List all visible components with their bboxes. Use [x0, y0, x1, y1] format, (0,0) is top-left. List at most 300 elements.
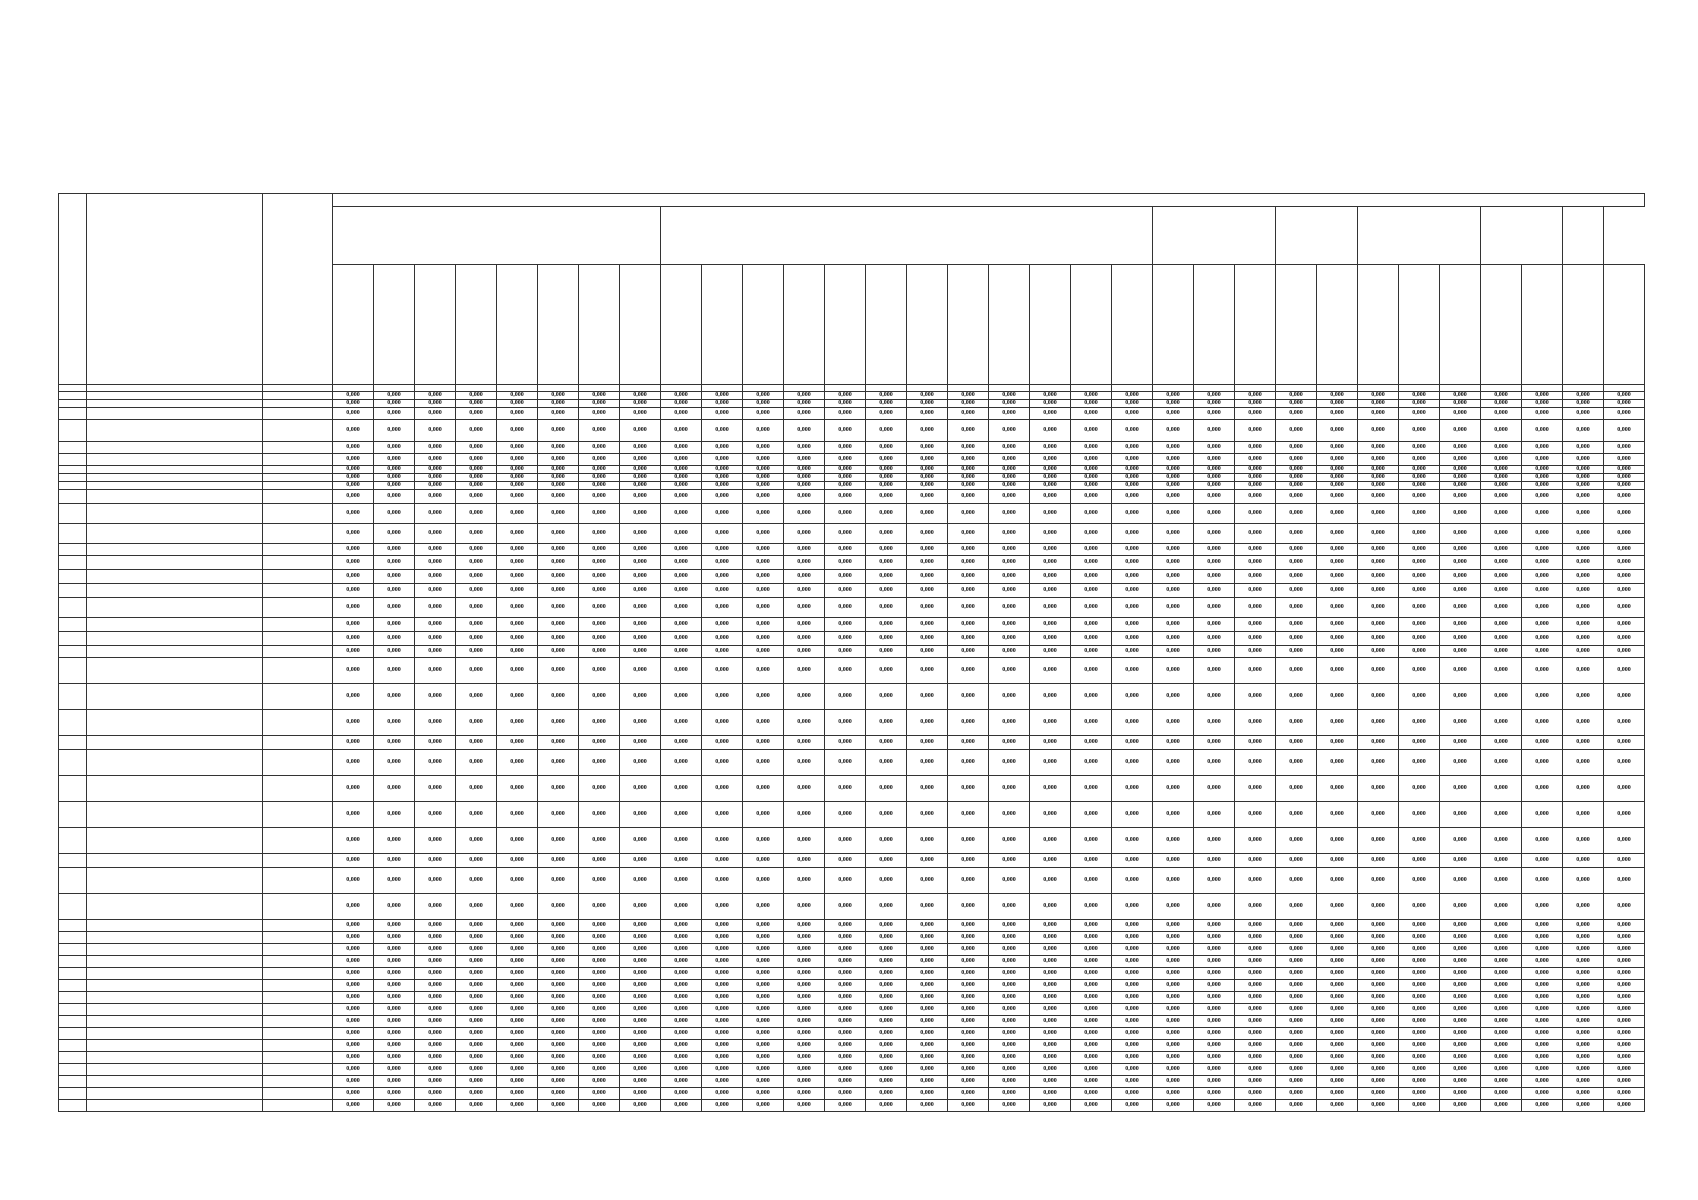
value-cell: 0,000 [538, 632, 579, 646]
value-cell: 0,000 [825, 1016, 866, 1028]
value-cell: 0,000 [1112, 956, 1153, 968]
value-cell: 0,000 [579, 658, 620, 684]
value-cell: 0,000 [1112, 420, 1153, 442]
value-cell: 0,000 [1030, 556, 1071, 570]
value-cell: 0,000 [1112, 920, 1153, 932]
value-cell: 0,000 [497, 750, 538, 776]
value-cell: 0,000 [1604, 466, 1645, 474]
value-cell: 0,000 [1522, 632, 1563, 646]
value-cell: 0,000 [784, 466, 825, 474]
value-cell: 0,000 [1071, 1028, 1112, 1040]
value-cell: 0,000 [620, 932, 661, 944]
value-cell: 0,000 [1317, 632, 1358, 646]
value-cell: 0,000 [1317, 482, 1358, 490]
value-cell: 0,000 [1522, 828, 1563, 854]
column-header [1235, 265, 1276, 385]
value-cell: 0,000 [579, 944, 620, 956]
value-cell: 0,000 [1522, 466, 1563, 474]
value-cell: 0,000 [415, 1004, 456, 1016]
column-header [989, 265, 1030, 385]
value-cell: 0,000 [784, 420, 825, 442]
row-name [87, 710, 263, 736]
value-cell: 0,000 [1071, 556, 1112, 570]
value-cell: 0,000 [1235, 750, 1276, 776]
value-cell: 0,000 [1522, 474, 1563, 482]
value-cell: 0,000 [1522, 1040, 1563, 1052]
column-number [784, 385, 825, 392]
row-code [59, 968, 87, 980]
value-cell: 0,000 [1235, 932, 1276, 944]
row-identifier [263, 968, 333, 980]
value-cell: 0,000 [1481, 1040, 1522, 1052]
value-cell: 0,000 [1440, 454, 1481, 466]
value-cell: 0,000 [456, 684, 497, 710]
value-cell: 0,000 [948, 956, 989, 968]
value-cell: 0,000 [1276, 1028, 1317, 1040]
value-cell: 0,000 [1194, 420, 1235, 442]
value-cell: 0,000 [784, 854, 825, 868]
value-cell: 0,000 [661, 400, 702, 408]
value-cell: 0,000 [1399, 932, 1440, 944]
value-cell: 0,000 [1358, 992, 1399, 1004]
column-header [1522, 265, 1563, 385]
row-code [59, 544, 87, 556]
value-cell: 0,000 [1563, 980, 1604, 992]
value-cell: 0,000 [415, 776, 456, 802]
value-cell: 0,000 [825, 442, 866, 454]
value-cell: 0,000 [907, 618, 948, 632]
value-cell: 0,000 [1399, 1100, 1440, 1112]
value-cell: 0,000 [538, 504, 579, 524]
value-cell: 0,000 [1153, 1028, 1194, 1040]
column-header [702, 265, 743, 385]
value-cell: 0,000 [1399, 392, 1440, 400]
value-cell: 0,000 [538, 400, 579, 408]
column-number [538, 385, 579, 392]
value-cell: 0,000 [538, 944, 579, 956]
value-cell: 0,000 [989, 968, 1030, 980]
value-cell: 0,000 [1604, 1016, 1645, 1028]
value-cell: 0,000 [1276, 646, 1317, 658]
value-cell: 0,000 [1358, 524, 1399, 544]
value-cell: 0,000 [825, 658, 866, 684]
value-cell: 0,000 [661, 392, 702, 400]
column-number [1481, 385, 1522, 392]
row-identifier [263, 932, 333, 944]
value-cell: 0,000 [1440, 1028, 1481, 1040]
value-cell: 0,000 [1399, 710, 1440, 736]
value-cell: 0,000 [333, 1052, 374, 1064]
value-cell: 0,000 [661, 920, 702, 932]
value-cell: 0,000 [784, 980, 825, 992]
value-cell: 0,000 [702, 646, 743, 658]
value-cell: 0,000 [538, 920, 579, 932]
value-cell: 0,000 [743, 894, 784, 920]
value-cell: 0,000 [661, 658, 702, 684]
row-identifier [263, 400, 333, 408]
value-cell: 0,000 [825, 980, 866, 992]
value-cell: 0,000 [1317, 750, 1358, 776]
column-number [989, 385, 1030, 392]
value-cell: 0,000 [456, 1088, 497, 1100]
value-cell: 0,000 [907, 828, 948, 854]
value-cell: 0,000 [1235, 684, 1276, 710]
value-cell: 0,000 [538, 802, 579, 828]
value-cell: 0,000 [1563, 828, 1604, 854]
value-cell: 0,000 [948, 920, 989, 932]
value-cell: 0,000 [1194, 570, 1235, 584]
value-cell: 0,000 [1317, 490, 1358, 504]
row-identifier [263, 776, 333, 802]
value-cell: 0,000 [784, 968, 825, 980]
value-cell: 0,000 [866, 992, 907, 1004]
value-cell: 0,000 [907, 1088, 948, 1100]
value-cell: 0,000 [1030, 524, 1071, 544]
value-cell: 0,000 [948, 828, 989, 854]
value-cell: 0,000 [825, 598, 866, 618]
value-cell: 0,000 [907, 968, 948, 980]
value-cell: 0,000 [661, 1004, 702, 1016]
value-cell: 0,000 [1358, 556, 1399, 570]
value-cell: 0,000 [1071, 854, 1112, 868]
value-cell: 0,000 [1399, 802, 1440, 828]
value-cell: 0,000 [1276, 968, 1317, 980]
value-cell: 0,000 [702, 1076, 743, 1088]
column-header [866, 265, 907, 385]
value-cell: 0,000 [784, 454, 825, 466]
value-cell: 0,000 [538, 408, 579, 420]
row-identifier [263, 684, 333, 710]
row-identifier [263, 504, 333, 524]
value-cell: 0,000 [456, 1028, 497, 1040]
value-cell: 0,000 [1481, 466, 1522, 474]
value-cell: 0,000 [989, 474, 1030, 482]
value-cell: 0,000 [333, 736, 374, 750]
value-cell: 0,000 [1481, 750, 1522, 776]
value-cell: 0,000 [1399, 684, 1440, 710]
value-cell: 0,000 [1440, 1064, 1481, 1076]
value-cell: 0,000 [702, 920, 743, 932]
value-cell: 0,000 [948, 556, 989, 570]
value-cell: 0,000 [1563, 392, 1604, 400]
value-cell: 0,000 [1071, 968, 1112, 980]
value-cell: 0,000 [1317, 400, 1358, 408]
column-number [263, 385, 333, 392]
value-cell: 0,000 [620, 400, 661, 408]
value-cell: 0,000 [538, 968, 579, 980]
value-cell: 0,000 [989, 992, 1030, 1004]
value-cell: 0,000 [1235, 474, 1276, 482]
value-cell: 0,000 [333, 710, 374, 736]
value-cell: 0,000 [825, 474, 866, 482]
value-cell: 0,000 [579, 1028, 620, 1040]
row-name [87, 956, 263, 968]
column-number [1194, 385, 1235, 392]
value-cell: 0,000 [1317, 1016, 1358, 1028]
value-cell: 0,000 [1153, 992, 1194, 1004]
value-cell: 0,000 [1563, 1100, 1604, 1112]
value-cell: 0,000 [1071, 1016, 1112, 1028]
value-cell: 0,000 [1194, 658, 1235, 684]
value-cell: 0,000 [1030, 392, 1071, 400]
value-cell: 0,000 [1358, 454, 1399, 466]
value-cell: 0,000 [989, 1016, 1030, 1028]
value-cell: 0,000 [415, 504, 456, 524]
value-cell: 0,000 [1235, 736, 1276, 750]
value-cell: 0,000 [579, 684, 620, 710]
value-cell: 0,000 [907, 868, 948, 894]
value-cell: 0,000 [1399, 736, 1440, 750]
value-cell: 0,000 [989, 1028, 1030, 1040]
value-cell: 0,000 [743, 598, 784, 618]
value-cell: 0,000 [743, 968, 784, 980]
value-cell: 0,000 [1399, 1004, 1440, 1016]
value-cell: 0,000 [1563, 968, 1604, 980]
row-code [59, 710, 87, 736]
column-header [1481, 265, 1522, 385]
value-cell: 0,000 [1276, 868, 1317, 894]
value-cell: 0,000 [1399, 474, 1440, 482]
column-group-header [1563, 207, 1604, 265]
value-cell: 0,000 [948, 490, 989, 504]
value-cell: 0,000 [579, 584, 620, 598]
value-cell: 0,000 [333, 658, 374, 684]
row-code [59, 828, 87, 854]
row-name [87, 828, 263, 854]
column-header [1153, 265, 1194, 385]
value-cell: 0,000 [1563, 736, 1604, 750]
value-cell: 0,000 [1194, 1076, 1235, 1088]
value-cell: 0,000 [1112, 968, 1153, 980]
value-cell: 0,000 [1358, 400, 1399, 408]
value-cell: 0,000 [907, 1100, 948, 1112]
row-name [87, 1064, 263, 1076]
value-cell: 0,000 [1563, 1076, 1604, 1088]
value-cell: 0,000 [1522, 854, 1563, 868]
value-cell: 0,000 [743, 802, 784, 828]
value-cell: 0,000 [333, 584, 374, 598]
value-cell: 0,000 [1440, 1004, 1481, 1016]
row-identifier [263, 392, 333, 400]
value-cell: 0,000 [374, 646, 415, 658]
value-cell: 0,000 [948, 504, 989, 524]
value-cell: 0,000 [743, 776, 784, 802]
value-cell: 0,000 [374, 584, 415, 598]
value-cell: 0,000 [907, 736, 948, 750]
value-cell: 0,000 [1563, 854, 1604, 868]
column-header [1030, 265, 1071, 385]
value-cell: 0,000 [1604, 556, 1645, 570]
value-cell: 0,000 [1194, 556, 1235, 570]
value-cell: 0,000 [1440, 524, 1481, 544]
value-cell: 0,000 [661, 968, 702, 980]
table-row [59, 956, 1645, 968]
value-cell: 0,000 [1358, 1016, 1399, 1028]
row-code [59, 584, 87, 598]
value-cell: 0,000 [907, 408, 948, 420]
value-cell: 0,000 [661, 466, 702, 474]
value-cell: 0,000 [1440, 1088, 1481, 1100]
row-name [87, 1016, 263, 1028]
value-cell: 0,000 [784, 474, 825, 482]
row-identifier [263, 490, 333, 504]
value-cell: 0,000 [1112, 584, 1153, 598]
value-cell: 0,000 [661, 442, 702, 454]
value-cell: 0,000 [456, 776, 497, 802]
value-cell: 0,000 [743, 584, 784, 598]
value-cell: 0,000 [661, 598, 702, 618]
value-cell: 0,000 [907, 1040, 948, 1052]
table-row [59, 408, 1645, 420]
value-cell: 0,000 [1235, 854, 1276, 868]
value-cell: 0,000 [579, 524, 620, 544]
value-cell: 0,000 [1481, 454, 1522, 466]
value-cell: 0,000 [866, 968, 907, 980]
value-cell: 0,000 [784, 618, 825, 632]
value-cell: 0,000 [1440, 750, 1481, 776]
value-cell: 0,000 [1194, 1040, 1235, 1052]
value-cell: 0,000 [1481, 684, 1522, 710]
value-cell: 0,000 [579, 750, 620, 776]
table-row [59, 736, 1645, 750]
value-cell: 0,000 [620, 482, 661, 490]
value-cell: 0,000 [1194, 1004, 1235, 1016]
value-cell: 0,000 [1030, 1076, 1071, 1088]
organization-name [0, 169, 1698, 182]
value-cell: 0,000 [1440, 932, 1481, 944]
value-cell: 0,000 [825, 992, 866, 1004]
value-cell: 0,000 [1153, 1088, 1194, 1100]
value-cell: 0,000 [333, 992, 374, 1004]
value-cell: 0,000 [1481, 1028, 1522, 1040]
row-identifier [263, 1064, 333, 1076]
value-cell: 0,000 [784, 944, 825, 956]
value-cell: 0,000 [1235, 490, 1276, 504]
value-cell: 0,000 [1194, 684, 1235, 710]
table-row [59, 868, 1645, 894]
value-cell: 0,000 [743, 504, 784, 524]
value-cell: 0,000 [1317, 408, 1358, 420]
value-cell: 0,000 [1440, 956, 1481, 968]
value-cell: 0,000 [1522, 956, 1563, 968]
value-cell: 0,000 [497, 1052, 538, 1064]
value-cell: 0,000 [333, 570, 374, 584]
value-cell: 0,000 [1235, 802, 1276, 828]
value-cell: 0,000 [661, 1052, 702, 1064]
value-cell: 0,000 [784, 1028, 825, 1040]
value-cell: 0,000 [333, 400, 374, 408]
value-cell: 0,000 [1071, 598, 1112, 618]
value-cell: 0,000 [1153, 442, 1194, 454]
column-header [456, 265, 497, 385]
value-cell: 0,000 [620, 1064, 661, 1076]
value-cell: 0,000 [456, 658, 497, 684]
value-cell: 0,000 [825, 1052, 866, 1064]
row-identifier [263, 854, 333, 868]
value-cell: 0,000 [1030, 736, 1071, 750]
value-cell: 0,000 [579, 632, 620, 646]
row-code [59, 570, 87, 584]
value-cell: 0,000 [579, 570, 620, 584]
value-cell: 0,000 [1440, 944, 1481, 956]
value-cell: 0,000 [907, 956, 948, 968]
value-cell: 0,000 [497, 658, 538, 684]
value-cell: 0,000 [1153, 868, 1194, 894]
document-title-line-2 [0, 137, 1698, 150]
value-cell: 0,000 [1604, 894, 1645, 920]
value-cell: 0,000 [1604, 408, 1645, 420]
value-cell: 0,000 [497, 584, 538, 598]
table-row [59, 968, 1645, 980]
value-cell: 0,000 [333, 420, 374, 442]
value-cell: 0,000 [1235, 584, 1276, 598]
value-cell: 0,000 [907, 490, 948, 504]
value-cell: 0,000 [1522, 658, 1563, 684]
value-cell: 0,000 [620, 490, 661, 504]
value-cell: 0,000 [989, 802, 1030, 828]
row-name [87, 584, 263, 598]
value-cell: 0,000 [743, 1004, 784, 1016]
value-cell: 0,000 [415, 1040, 456, 1052]
value-cell: 0,000 [1563, 1040, 1604, 1052]
row-identifier [263, 920, 333, 932]
value-cell: 0,000 [1276, 776, 1317, 802]
row-name [87, 980, 263, 992]
value-cell: 0,000 [1153, 1004, 1194, 1016]
table-row [59, 400, 1645, 408]
value-cell: 0,000 [1153, 828, 1194, 854]
value-cell: 0,000 [1481, 618, 1522, 632]
value-cell: 0,000 [1071, 868, 1112, 894]
row-identifier [263, 894, 333, 920]
value-cell: 0,000 [907, 474, 948, 482]
value-cell: 0,000 [1235, 544, 1276, 556]
value-cell: 0,000 [1604, 392, 1645, 400]
value-cell: 0,000 [866, 454, 907, 466]
value-cell: 0,000 [1112, 944, 1153, 956]
row-name [87, 776, 263, 802]
row-identifier [263, 1052, 333, 1064]
value-cell: 0,000 [579, 828, 620, 854]
value-cell: 0,000 [456, 632, 497, 646]
value-cell: 0,000 [579, 1016, 620, 1028]
row-identifier [263, 420, 333, 442]
value-cell: 0,000 [1194, 392, 1235, 400]
value-cell: 0,000 [784, 776, 825, 802]
value-cell: 0,000 [1276, 598, 1317, 618]
value-cell: 0,000 [702, 776, 743, 802]
value-cell: 0,000 [1481, 854, 1522, 868]
value-cell: 0,000 [1235, 968, 1276, 980]
value-cell: 0,000 [456, 454, 497, 466]
value-cell: 0,000 [1563, 1052, 1604, 1064]
column-header [907, 265, 948, 385]
value-cell: 0,000 [784, 750, 825, 776]
value-cell: 0,000 [702, 894, 743, 920]
value-cell: 0,000 [1358, 1004, 1399, 1016]
row-code [59, 466, 87, 474]
row-name [87, 392, 263, 400]
value-cell: 0,000 [538, 646, 579, 658]
value-cell: 0,000 [497, 570, 538, 584]
value-cell: 0,000 [702, 968, 743, 980]
value-cell: 0,000 [1030, 1100, 1071, 1112]
value-cell: 0,000 [702, 736, 743, 750]
value-cell: 0,000 [866, 1016, 907, 1028]
value-cell: 0,000 [1563, 442, 1604, 454]
value-cell: 0,000 [1071, 504, 1112, 524]
row-code [59, 684, 87, 710]
